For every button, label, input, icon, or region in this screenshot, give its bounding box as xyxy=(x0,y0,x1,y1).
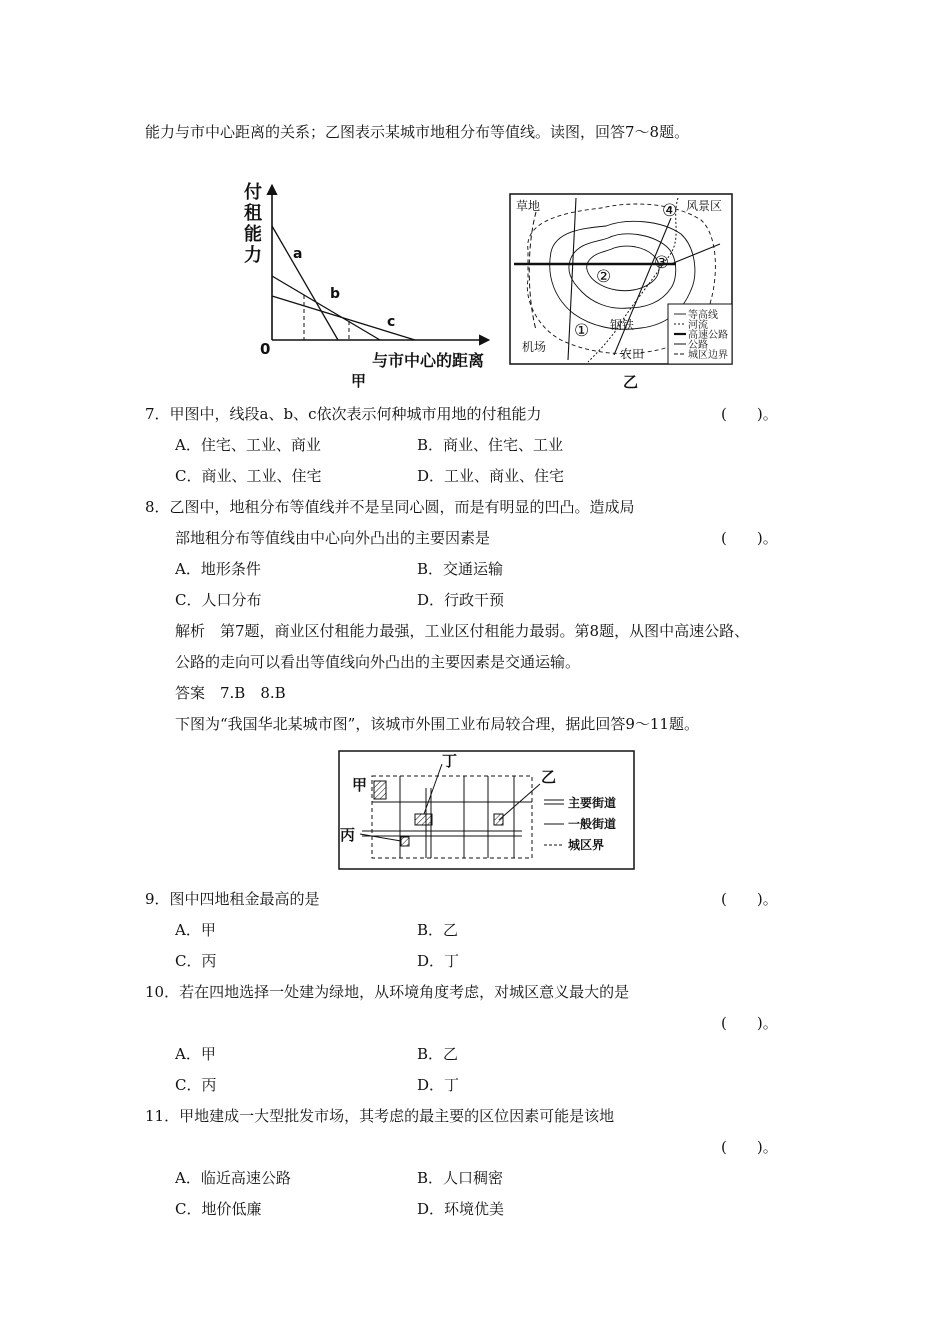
site-jia xyxy=(374,781,386,799)
label-n3: ③ xyxy=(654,253,670,273)
origin-label: 0 xyxy=(260,340,271,358)
caption-jia: 甲 xyxy=(351,372,367,390)
q8-paren: ( )。 xyxy=(721,529,778,547)
label-farmland: 农田 xyxy=(620,347,645,361)
q11-option-a[interactable]: A．临近高速公路 xyxy=(175,1169,291,1187)
legend-river: 河流 xyxy=(688,320,708,331)
q9-paren: ( )。 xyxy=(721,890,778,908)
q9-option-a[interactable]: A．甲 xyxy=(175,921,216,939)
figure-yi xyxy=(506,190,738,395)
legend-main-street: 主要街道 xyxy=(568,796,617,810)
label-scenic: 风景区 xyxy=(686,199,723,213)
label-n2: ② xyxy=(596,267,612,287)
legend-highway: 高速公路 xyxy=(688,330,728,341)
site-yi xyxy=(494,814,503,825)
q10-option-b[interactable]: B．乙 xyxy=(417,1045,459,1063)
label-b: b xyxy=(330,286,341,302)
q9-stem: 9．图中四地租金最高的是 xyxy=(145,890,320,908)
q11-option-c[interactable]: C．地价低廉 xyxy=(175,1200,262,1218)
figure-city-map xyxy=(338,750,636,872)
q7-option-b[interactable]: B．商业、住宅、工业 xyxy=(417,436,564,454)
label-n1: ① xyxy=(574,321,590,341)
q11-stem: 11．甲地建成一大型批发市场，其考虑的最主要的区位因素可能是该地 xyxy=(145,1107,615,1125)
xlabel: 与市中心的距离 xyxy=(372,351,485,370)
label-a: a xyxy=(293,246,303,262)
legend-boundary: 城区边界 xyxy=(688,350,728,361)
label-grassland: 草地 xyxy=(516,199,541,213)
intro-text: 能力与市中心距离的关系；乙图表示某城市地租分布等值线。读图，回答7～8题。 xyxy=(145,123,690,141)
label-yi: 乙 xyxy=(541,768,557,786)
analysis-line1: 解析 第7题，商业区付租能力最强，工业区付租能力最弱。第8题，从图中高速公路、 xyxy=(175,622,750,640)
site-ding xyxy=(415,814,432,825)
q10-stem: 10．若在四地选择一处建为绿地，从环境角度考虑，对城区意义最大的是 xyxy=(145,983,630,1001)
label-c: c xyxy=(387,314,396,330)
line-a xyxy=(272,226,341,340)
q8-stem-line2: 部地租分布等值线由中心向外凸出的主要因素是 xyxy=(175,529,491,547)
q10-paren: ( )。 xyxy=(721,1014,778,1032)
q7-stem: 7．甲图中，线段a、b、c依次表示何种城市用地的付租能力 xyxy=(145,405,542,423)
q7-option-c[interactable]: C．商业、工业、住宅 xyxy=(175,467,322,485)
ylabel-2: 租 xyxy=(244,203,262,224)
ylabel-3: 能 xyxy=(244,224,262,245)
ylabel-1: 付 xyxy=(244,182,262,203)
legend-road: 公路 xyxy=(688,340,708,351)
line-b xyxy=(272,276,380,340)
q7-option-d[interactable]: D．工业、商业、住宅 xyxy=(417,467,565,485)
legend-general-street: 一般街道 xyxy=(568,817,617,831)
q9-option-c[interactable]: C．丙 xyxy=(175,952,217,970)
label-airport: 机场 xyxy=(522,340,547,354)
legend-contour: 等高线 xyxy=(688,310,718,321)
q11-option-b[interactable]: B．人口稠密 xyxy=(417,1169,504,1187)
ylabel-4: 力 xyxy=(244,245,262,266)
q9-option-b[interactable]: B．乙 xyxy=(417,921,459,939)
q8-option-d[interactable]: D．行政干预 xyxy=(417,591,505,609)
q11-paren: ( )。 xyxy=(721,1138,778,1156)
label-jia: 甲 xyxy=(352,776,368,794)
q10-option-d[interactable]: D．丁 xyxy=(417,1076,460,1094)
q8-stem-line1: 8．乙图中，地租分布等值线并不是呈同心圆，而是有明显的凹凸。造成局 xyxy=(145,498,635,516)
q8-option-c[interactable]: C．人口分布 xyxy=(175,591,262,609)
q10-option-a[interactable]: A．甲 xyxy=(175,1045,216,1063)
q7-paren: ( )。 xyxy=(721,405,778,423)
q9-option-d[interactable]: D．丁 xyxy=(417,952,460,970)
q7-option-a[interactable]: A．住宅、工业、商业 xyxy=(175,436,321,454)
site-bing xyxy=(401,837,409,846)
q10-option-c[interactable]: C．丙 xyxy=(175,1076,217,1094)
q8-option-b[interactable]: B．交通运输 xyxy=(417,560,504,578)
answer-line: 答案 7.B 8.B xyxy=(175,684,286,702)
label-ding: 丁 xyxy=(442,752,458,770)
analysis-line2: 公路的走向可以看出等值线向外凸出的主要因素是交通运输。 xyxy=(175,653,581,671)
legend-city-boundary: 城区界 xyxy=(568,838,605,852)
q8-option-a[interactable]: A．地形条件 xyxy=(175,560,261,578)
label-steel: 钢铁 xyxy=(610,318,635,332)
label-bing: 丙 xyxy=(340,826,356,844)
figure-jia xyxy=(240,178,500,393)
intro2-text: 下图为“我国华北某城市图”，该城市外围工业布局较合理，据此回答9～11题。 xyxy=(175,715,699,733)
label-n4: ④ xyxy=(662,201,678,221)
q11-option-d[interactable]: D．环境优美 xyxy=(417,1200,505,1218)
caption-yi: 乙 xyxy=(623,373,639,391)
